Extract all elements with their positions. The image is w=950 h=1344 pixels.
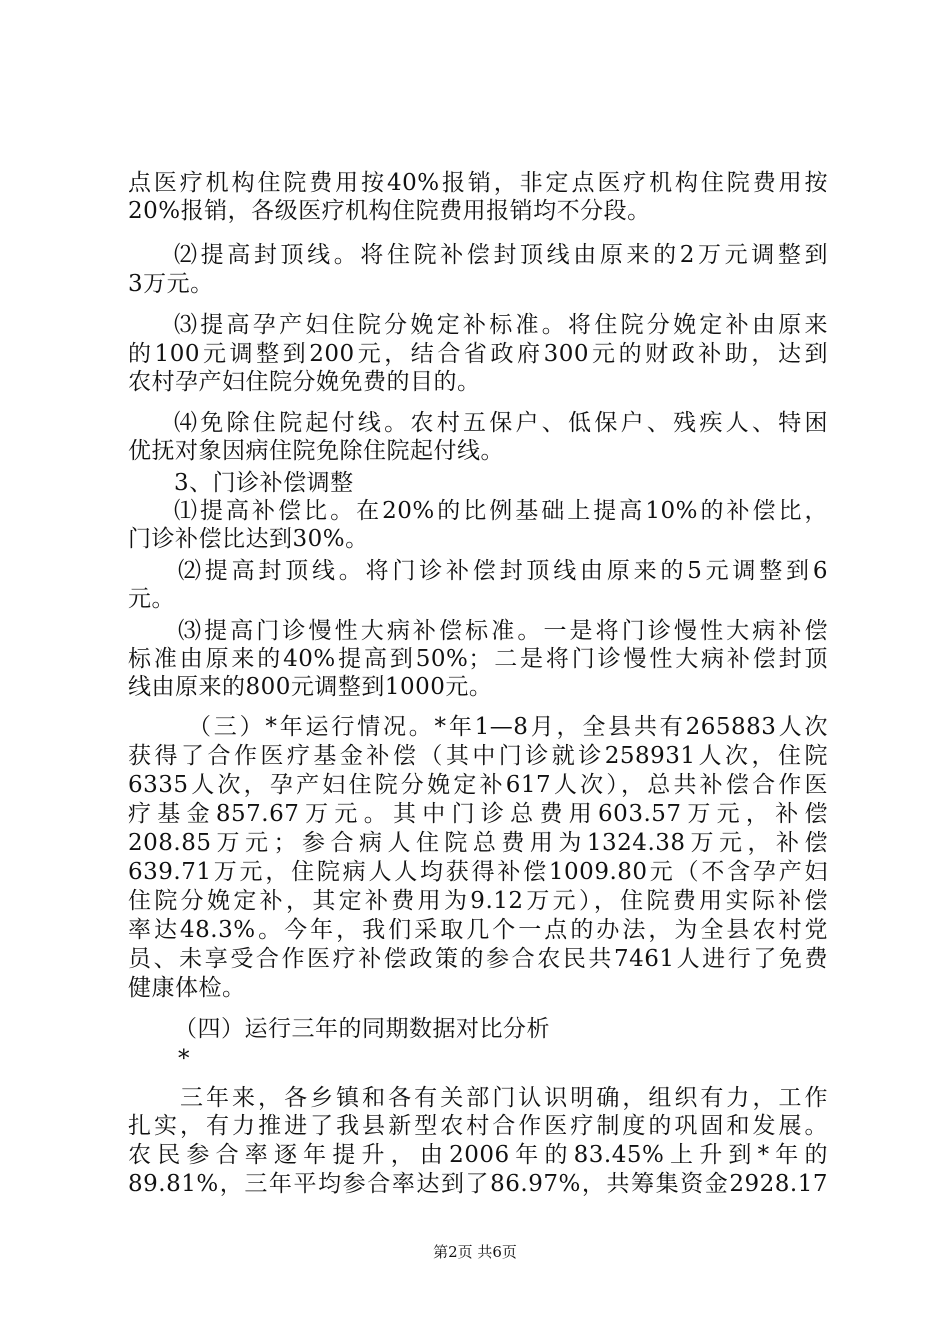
text-line: 门诊补偿比达到30%。 (128, 526, 369, 552)
text-line: （四）运行三年的同期数据对比分析 (174, 1016, 550, 1042)
text-line: 3、门诊补偿调整 (174, 470, 354, 496)
text-line: 优抚对象因病住院免除住院起付线。 (128, 438, 504, 464)
text-line: ⑶提高门诊慢性大病补偿标准。一是将门诊慢性大病补偿 (178, 618, 828, 644)
page-footer: 第2页 共6页 (433, 1243, 517, 1261)
text-line: ⑴提高补偿比。在20%的比例基础上提高10%的补偿比， (174, 498, 828, 524)
text-line: 3万元。 (128, 271, 214, 297)
text-line: （三）*年运行情况。*年1—8月，全县共有265883人次 (188, 714, 828, 740)
text-line: 89.81%，三年平均参合率达到了86.97%，共筹集资金2928.17 (128, 1171, 828, 1197)
text-line: ⑶提高孕产妇住院分娩定补标准。将住院分娩定补由原来 (174, 312, 828, 338)
text-line: 疗基金857.67万元。其中门诊总费用603.57万元，补偿 (128, 801, 828, 827)
text-line: 6335人次，孕产妇住院分娩定补617人次），总共补偿合作医 (128, 772, 828, 798)
text-line: 标准由原来的40%提高到50%；二是将门诊慢性大病补偿封顶 (128, 646, 828, 672)
text-line: 员、未享受合作医疗补偿政策的参合农民共7461人进行了免费 (128, 946, 828, 972)
text-line: 点医疗机构住院费用按40%报销，非定点医疗机构住院费用按 (128, 170, 828, 196)
text-line: ⑵提高封顶线。将住院补偿封顶线由原来的2万元调整到 (174, 242, 828, 268)
text-line: 率达48.3%。今年，我们采取几个一点的办法，为全县农村党 (128, 917, 828, 943)
text-line: 639.71万元，住院病人人均获得补偿1009.80元（不含孕产妇 (128, 859, 828, 885)
text-line: 的100元调整到200元，结合省政府300元的财政补助，达到 (128, 341, 828, 367)
text-line: 获得了合作医疗基金补偿（其中门诊就诊258931人次，住院 (128, 743, 828, 769)
text-line: 线由原来的800元调整到1000元。 (128, 674, 493, 700)
text-line: ⑷免除住院起付线。农村五保户、低保户、残疾人、特困 (174, 410, 828, 436)
text-line: 208.85万元；参合病人住院总费用为1324.38万元，补偿 (128, 830, 828, 856)
text-line: 农村孕产妇住院分娩免费的目的。 (128, 369, 481, 395)
text-line: 农民参合率逐年提升，由2006年的83.45%上升到*年的 (128, 1142, 828, 1168)
text-line: 住院分娩定补，其定补费用为9.12万元），住院费用实际补偿 (128, 888, 828, 914)
text-line: 元。 (128, 586, 175, 612)
text-line: * (178, 1046, 190, 1072)
text-line: 扎实，有力推进了我县新型农村合作医疗制度的巩固和发展。 (128, 1113, 828, 1139)
text-line: 三年来，各乡镇和各有关部门认识明确，组织有力，工作 (180, 1085, 828, 1111)
text-line: ⑵提高封顶线。将门诊补偿封顶线由原来的5元调整到6 (178, 558, 828, 584)
text-line: 健康体检。 (128, 975, 246, 1001)
text-line: 20%报销，各级医疗机构住院费用报销均不分段。 (128, 198, 651, 224)
